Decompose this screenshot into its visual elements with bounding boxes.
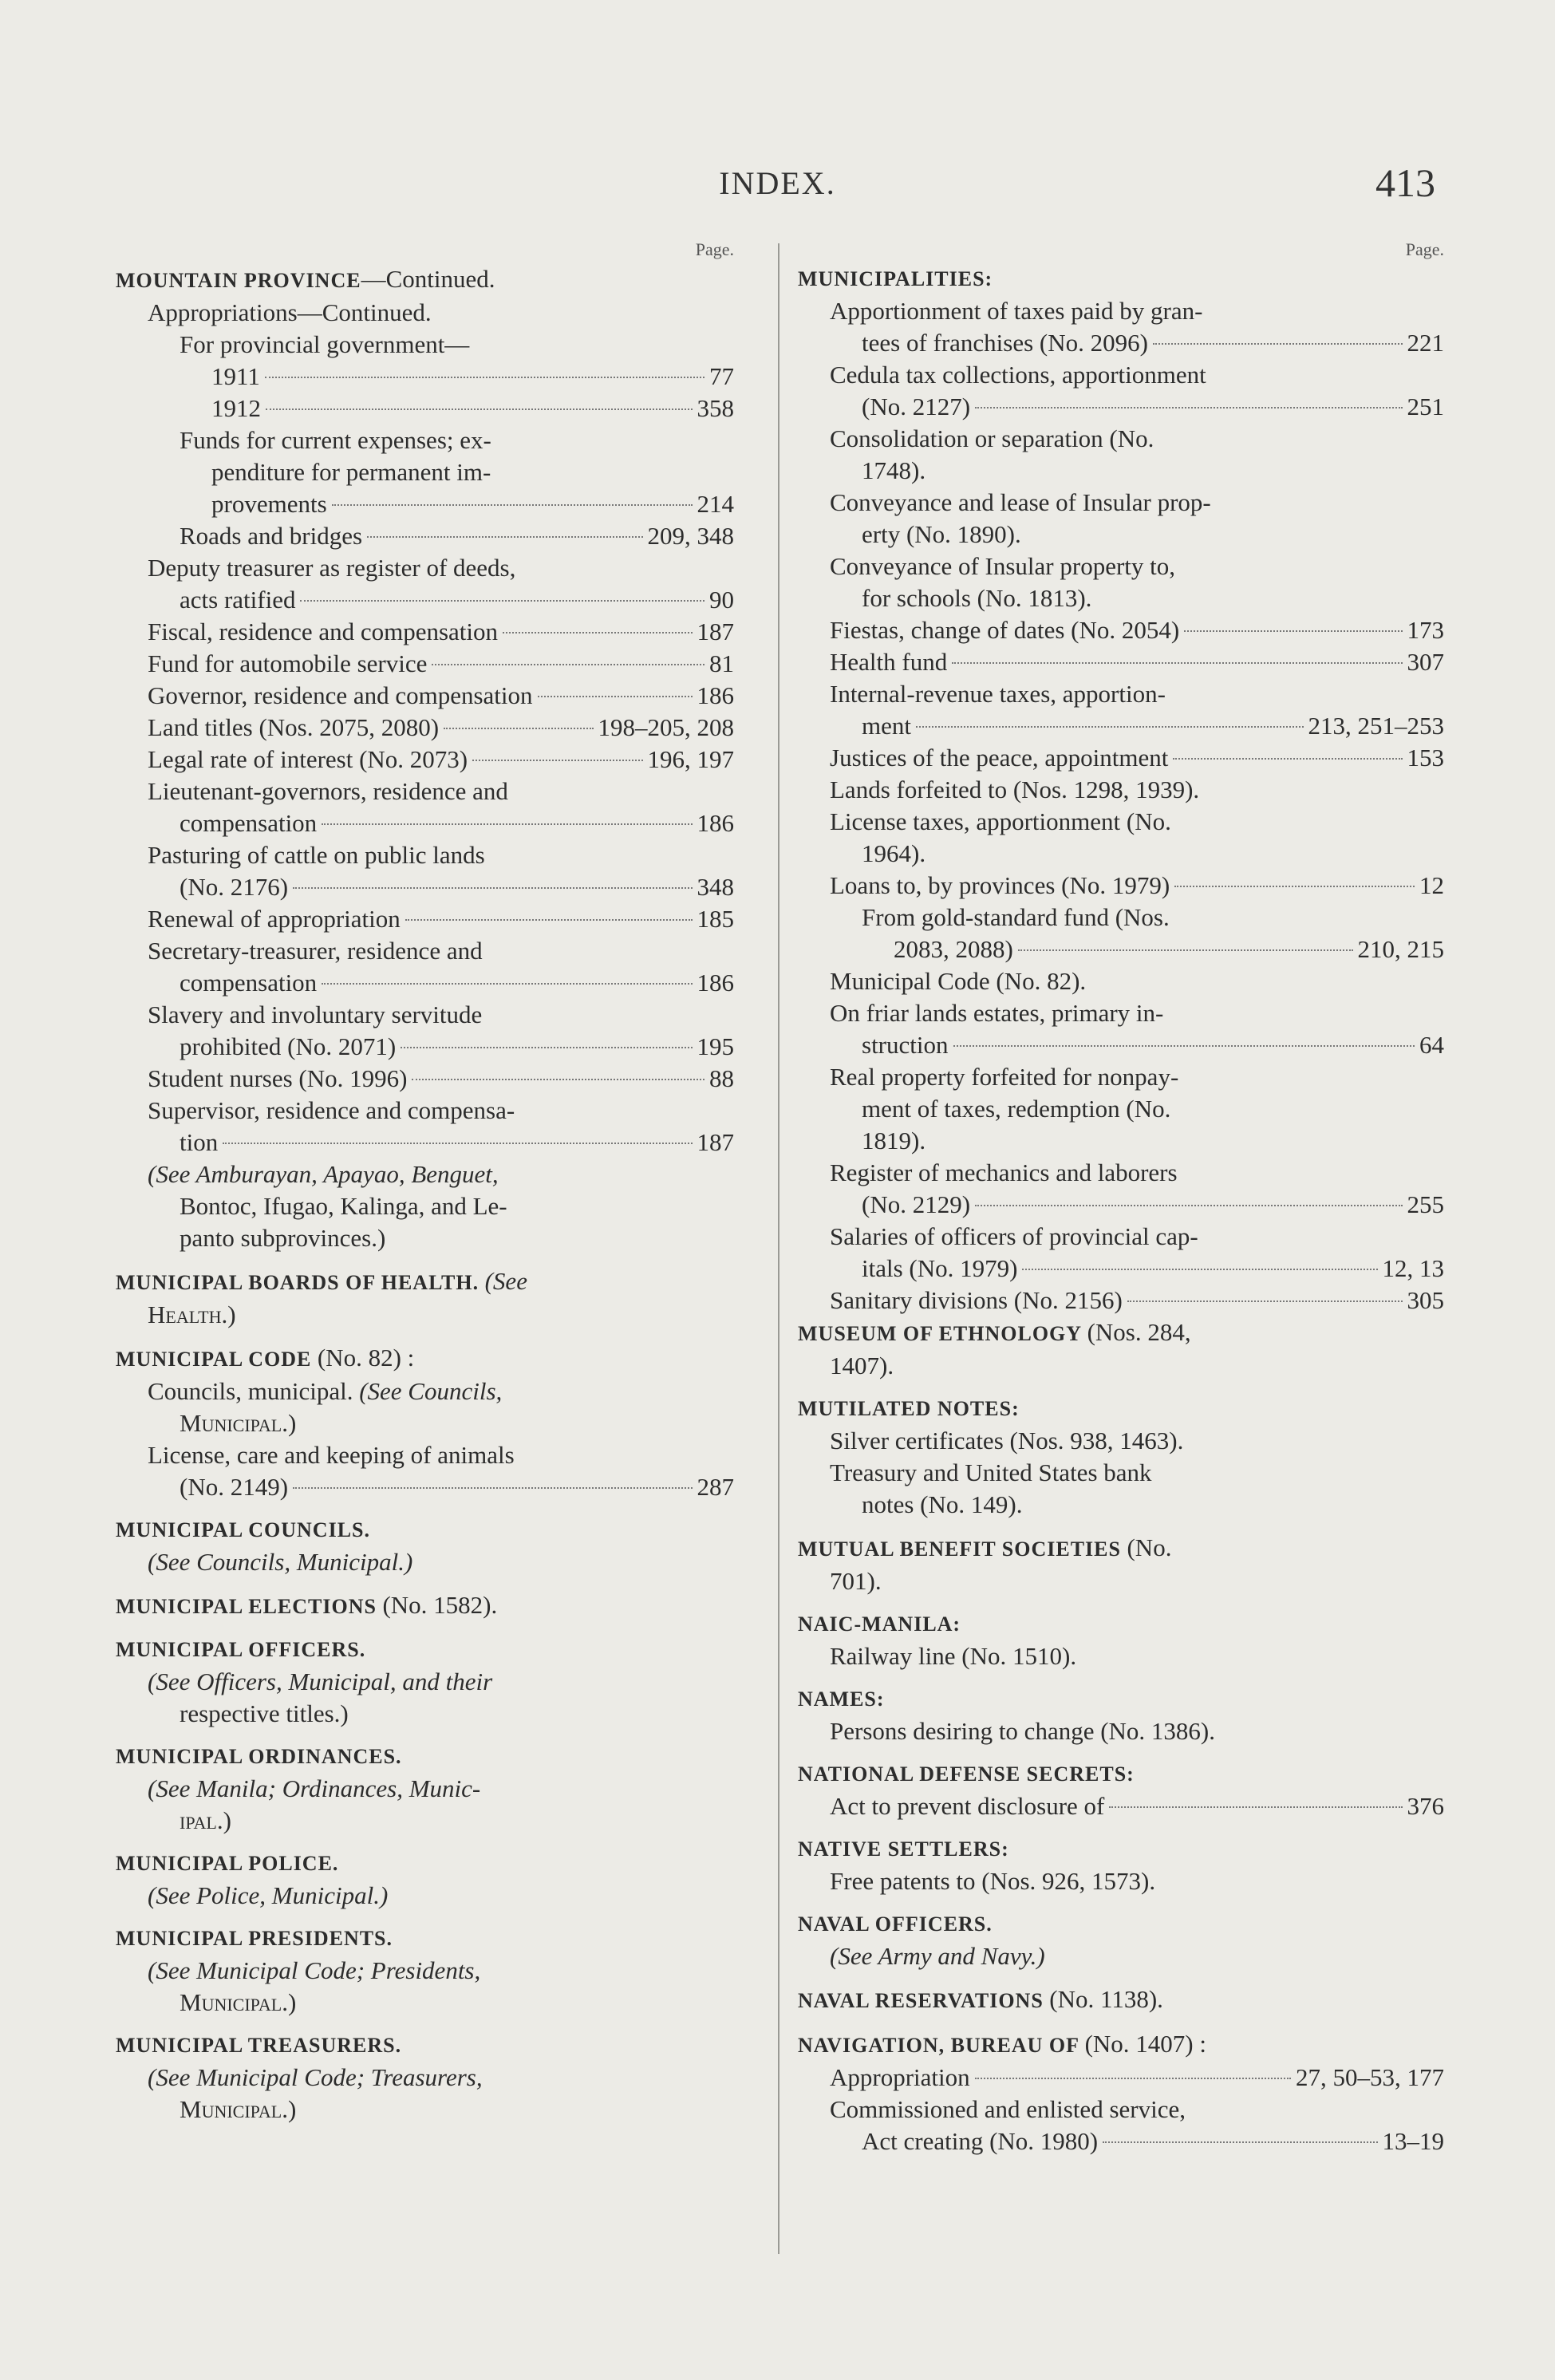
index-heading: MUNICIPALITIES:	[798, 267, 993, 290]
index-entry: penditure for permanent im-	[211, 458, 491, 486]
cross-reference: (See Amburayan, Apayao, Benguet,	[148, 1160, 499, 1188]
index-entry: (No. 2127) 251	[862, 393, 1444, 420]
page-column-label: Page.	[695, 239, 734, 259]
index-heading: MOUNTAIN PROVINCE—Continued.	[116, 265, 495, 293]
index-entry: Cedula tax collections, apportionment	[830, 361, 1206, 389]
index-entry: Renewal of appropriation 185	[148, 905, 734, 933]
index-entry: Funds for current expenses; ex-	[180, 426, 491, 454]
index-entry: 2083, 2088) 210, 215	[894, 935, 1444, 963]
index-entry: Free patents to (Nos. 926, 1573).	[830, 1867, 1156, 1895]
index-heading: MUTUAL BENEFIT SOCIETIES (No.	[798, 1533, 1172, 1561]
cross-reference: Municipal.)	[180, 1409, 297, 1437]
index-entry: Lieutenant-governors, residence and	[148, 777, 508, 805]
index-heading: MUNICIPAL CODE (No. 82) :	[116, 1344, 415, 1372]
index-entry: Apportionment of taxes paid by gran-	[830, 297, 1203, 325]
index-entry: compensation 186	[180, 809, 734, 837]
index-entry: Fiscal, residence and compensation 187	[148, 618, 734, 645]
index-entry: acts ratified 90	[180, 586, 734, 614]
index-entry: License, care and keeping of animals	[148, 1441, 515, 1469]
page-number: 413	[1375, 160, 1435, 205]
index-entry: From gold-standard fund (Nos.	[862, 903, 1170, 931]
index-heading: NAVAL OFFICERS.	[798, 1912, 993, 1936]
index-heading: NAVIGATION, BUREAU OF (No. 1407) :	[798, 2030, 1206, 2058]
index-entry: Persons desiring to change (No. 1386).	[830, 1717, 1215, 1745]
index-entry: Deputy treasurer as register of deeds,	[148, 554, 516, 582]
index-heading: NAMES:	[798, 1687, 885, 1711]
index-entry: Student nurses (No. 1996) 88	[148, 1064, 734, 1092]
cross-reference: panto subprovinces.)	[180, 1224, 386, 1252]
index-heading: MUNICIPAL POLICE.	[116, 1852, 339, 1875]
index-entry: 1748).	[862, 456, 926, 484]
index-entry: Conveyance and lease of Insular prop-	[830, 488, 1211, 516]
index-entry: Supervisor, residence and compensa-	[148, 1096, 515, 1124]
index-entry: Treasury and United States bank	[830, 1458, 1152, 1486]
index-entry: Justices of the peace, appointment 153	[830, 744, 1444, 772]
index-entry: Sanitary divisions (No. 2156) 305	[830, 1286, 1444, 1314]
index-entry: Appropriations—Continued.	[148, 298, 432, 326]
index-entry: Roads and bridges 209, 348	[180, 522, 734, 550]
index-heading: NATIVE SETTLERS:	[798, 1837, 1009, 1861]
index-heading: MUNICIPAL ELECTIONS (No. 1582).	[116, 1591, 498, 1619]
cross-reference: (See Councils, Municipal.)	[148, 1548, 413, 1576]
index-heading: MUNICIPAL PRESIDENTS.	[116, 1927, 393, 1950]
cross-reference: Municipal.)	[180, 1988, 297, 2016]
index-heading: NAVAL RESERVATIONS (No. 1138).	[798, 1985, 1163, 2013]
index-entry: prohibited (No. 2071) 195	[180, 1032, 734, 1060]
cross-reference: ipal.)	[180, 1806, 231, 1834]
index-entry: struction 64	[862, 1031, 1444, 1059]
index-entry: Act creating (No. 1980) 13–19	[862, 2127, 1444, 2155]
index-entry: notes (No. 149).	[862, 1490, 1023, 1518]
index-heading: MUNICIPAL COUNCILS.	[116, 1518, 370, 1541]
cross-reference: Health.)	[148, 1301, 236, 1328]
index-entry: ment of taxes, redemption (No.	[862, 1095, 1171, 1123]
index-entry: Salaries of officers of provincial cap-	[830, 1222, 1198, 1250]
index-entry: tees of franchises (No. 2096) 221	[862, 329, 1444, 357]
cross-reference: respective titles.)	[180, 1699, 349, 1727]
index-entry: Conveyance of Insular property to,	[830, 552, 1176, 580]
index-heading: MUSEUM OF ETHNOLOGY (Nos. 284,	[798, 1318, 1191, 1346]
index-entry: Commissioned and enlisted service,	[830, 2095, 1186, 2123]
index-entry: Lands forfeited to (Nos. 1298, 1939).	[830, 776, 1200, 803]
index-entry: Internal-revenue taxes, apportion-	[830, 680, 1166, 708]
cross-reference: (See Police, Municipal.)	[148, 1881, 389, 1909]
cross-reference: (See Municipal Code; Treasurers,	[148, 2063, 483, 2091]
index-entry: Land titles (Nos. 2075, 2080) 198–205, 208	[148, 713, 734, 741]
index-heading: MUNICIPAL BOARDS OF HEALTH. (See	[116, 1267, 527, 1295]
index-entry: Real property forfeited for nonpay-	[830, 1063, 1179, 1091]
index-entry: Secretary-treasurer, residence and	[148, 937, 483, 965]
index-entry: Legal rate of interest (No. 2073) 196, 197	[148, 745, 734, 773]
index-entry: itals (No. 1979) 12, 13	[862, 1254, 1444, 1282]
page-column-label: Page.	[1405, 239, 1444, 259]
right-column	[798, 239, 1444, 2157]
index-entry: On friar lands estates, primary in-	[830, 999, 1164, 1027]
index-entry: 1964).	[862, 839, 926, 867]
index-entry: License taxes, apportionment (No.	[830, 807, 1171, 835]
running-head: INDEX.	[719, 165, 836, 201]
index-entry: 1912 358	[211, 394, 734, 422]
index-entry: Pasturing of cattle on public lands	[148, 841, 485, 869]
index-entry: tion 187	[180, 1128, 734, 1156]
cross-reference: (See Manila; Ordinances, Munic-	[148, 1774, 481, 1802]
index-entry: 1407).	[830, 1352, 894, 1379]
index-entry: Slavery and involuntary servitude	[148, 1001, 483, 1028]
left-column	[116, 239, 734, 2125]
index-entry: (No. 2149) 287	[180, 1473, 734, 1501]
index-entry: For provincial government—	[180, 330, 470, 358]
index-entry: 1819).	[862, 1127, 926, 1154]
index-entry: 701).	[830, 1567, 882, 1595]
index-entry: Railway line (No. 1510).	[830, 1642, 1077, 1670]
index-entry: for schools (No. 1813).	[862, 584, 1092, 612]
index-entry: Fund for automobile service 81	[148, 649, 734, 677]
index-entry: Health fund 307	[830, 648, 1444, 676]
index-heading: NAIC-MANILA:	[798, 1612, 961, 1636]
index-heading: MUTILATED NOTES:	[798, 1397, 1020, 1420]
index-heading: MUNICIPAL TREASURERS.	[116, 2034, 402, 2057]
index-heading: MUNICIPAL ORDINANCES.	[116, 1745, 402, 1768]
index-entry: compensation 186	[180, 969, 734, 997]
index-entry: Councils, municipal. (See Councils,	[148, 1377, 503, 1405]
column-divider	[778, 243, 779, 2254]
index-entry: Act to prevent disclosure of 376	[830, 1792, 1444, 1820]
index-entry: erty (No. 1890).	[862, 520, 1021, 548]
index-entry: Silver certificates (Nos. 938, 1463).	[830, 1427, 1184, 1454]
index-entry: Consolidation or separation (No.	[830, 424, 1154, 452]
index-entry: (No. 2176) 348	[180, 873, 734, 901]
index-entry: Register of mechanics and laborers	[830, 1158, 1178, 1186]
index-entry: 1911 77	[211, 362, 734, 390]
cross-reference: Municipal.)	[180, 2095, 297, 2123]
index-heading: NATIONAL DEFENSE SECRETS:	[798, 1762, 1135, 1786]
index-entry: Loans to, by provinces (No. 1979) 12	[830, 871, 1444, 899]
cross-reference: (See Officers, Municipal, and their	[148, 1668, 493, 1695]
cross-reference: (See Municipal Code; Presidents,	[148, 1956, 481, 1984]
index-entry: Municipal Code (No. 82).	[830, 967, 1087, 995]
index-heading: MUNICIPAL OFFICERS.	[116, 1638, 366, 1661]
index-entry: Governor, residence and compensation 186	[148, 681, 734, 709]
index-entry: Appropriation 27, 50–53, 177	[830, 2063, 1444, 2091]
index-entry: ment 213, 251–253	[862, 712, 1444, 740]
index-entry: Fiestas, change of dates (No. 2054) 173	[830, 616, 1444, 644]
cross-reference: (See Army and Navy.)	[830, 1942, 1045, 1970]
cross-reference: Bontoc, Ifugao, Kalinga, and Le-	[180, 1192, 507, 1220]
index-entry: provements 214	[211, 490, 734, 518]
index-entry: (No. 2129) 255	[862, 1190, 1444, 1218]
